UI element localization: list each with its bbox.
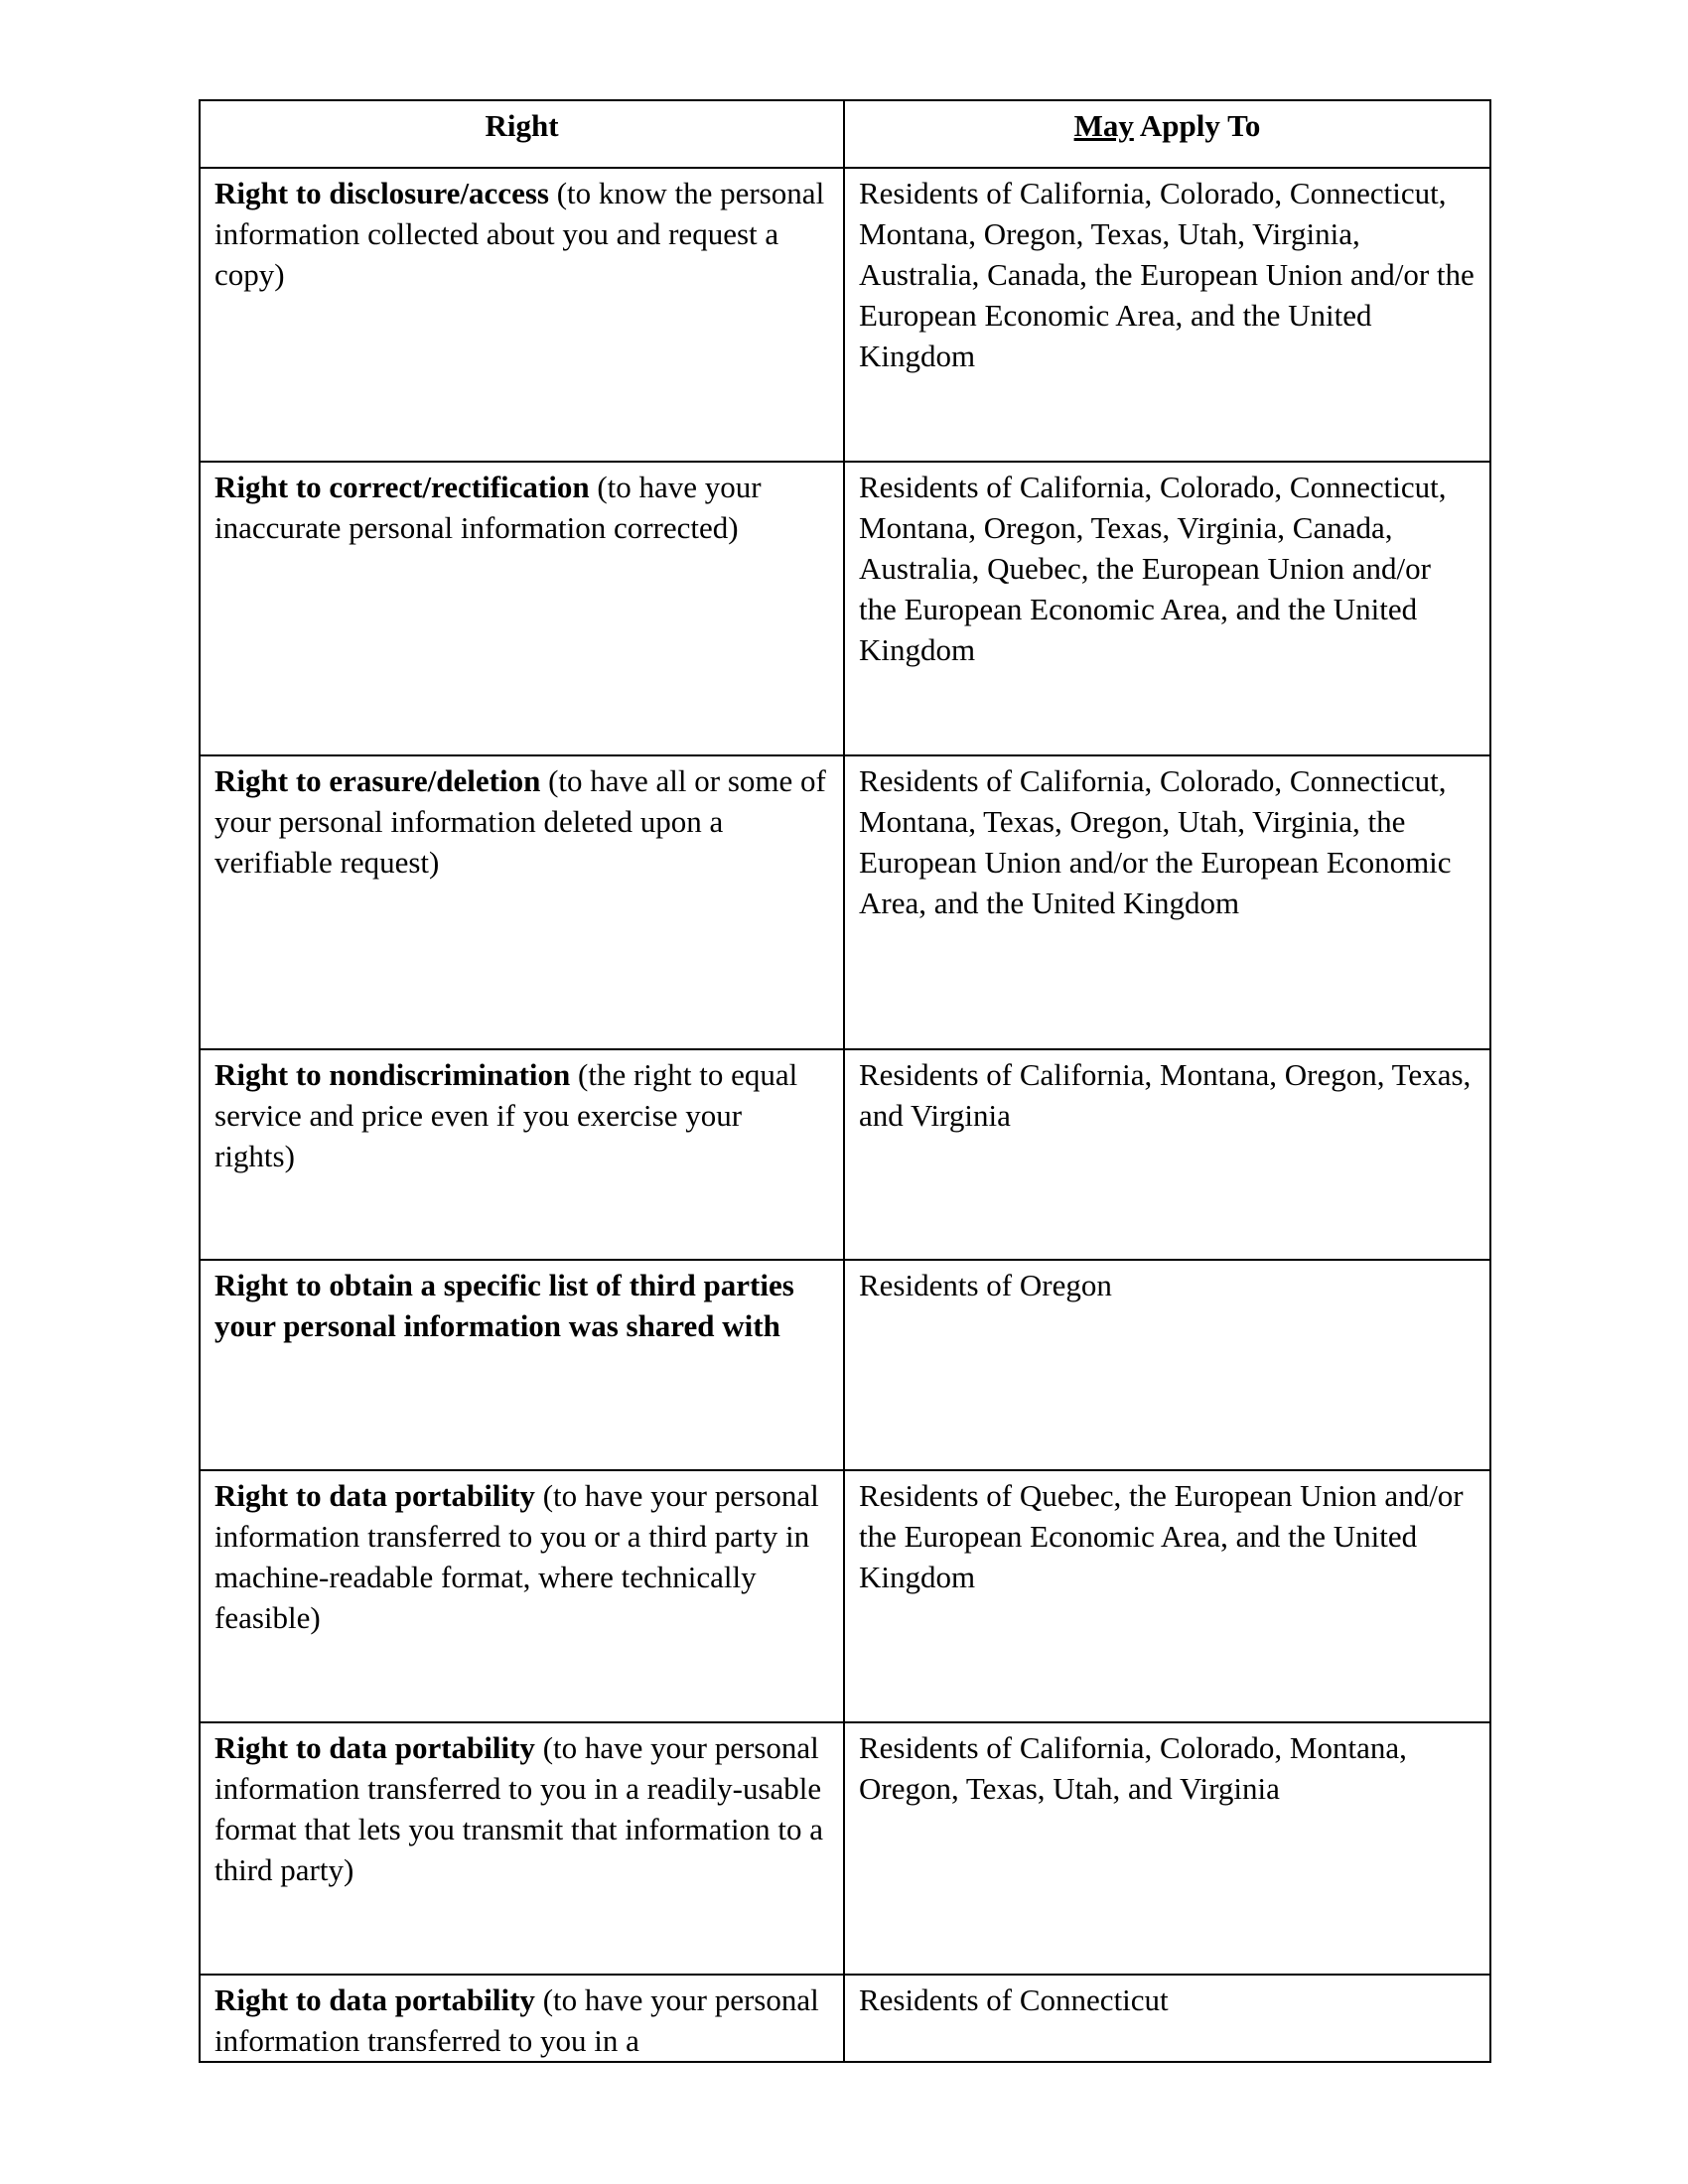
right-cell [200, 1260, 844, 1470]
table-row [200, 1975, 1490, 2062]
right-description: (to have your personal information transferred to you in a readily-usable format that lets you transmit that information to a third party) [214, 1730, 823, 1887]
right-description: (to have all or some of your personal information deleted upon a verifiable request) [214, 763, 826, 880]
applies-to-cell [844, 1049, 1490, 1260]
table-header [200, 100, 1490, 168]
table-row [200, 462, 1490, 755]
right-title: Right to data portability [214, 1478, 535, 1513]
applies-to-cell [844, 168, 1490, 462]
right-description: (the right to equal service and price even if you exercise your rights) [214, 1057, 798, 1173]
table-row [200, 168, 1490, 462]
applies-to-cell [844, 1260, 1490, 1470]
table-row [200, 1470, 1490, 1722]
applies-to-text: Residents of Connecticut [859, 1982, 1169, 2017]
applies-to-text: Residents of Quebec, the European Union and/or the European Economic Area, and the United Kingdom [859, 1478, 1464, 1594]
applies-to-text: Residents of California, Colorado, Connecticut, Montana, Oregon, Texas, Utah, Virginia, Australia, Canada, the European Union and/or the European Economic Area, and the United Kingdom [859, 176, 1475, 373]
header-may-underlined: May [1073, 108, 1134, 143]
right-description: (to have your personal information transferred to you or a third party in machine-readable format, where technically feasible) [214, 1478, 819, 1635]
right-description: (to have your inaccurate personal information corrected) [214, 470, 762, 545]
right-title: Right to obtain a specific list of third parties your personal information was shared with [214, 1268, 794, 1343]
right-description: (to have your personal information transferred to you in a [214, 1982, 819, 2058]
right-title: Right to correct/rectification [214, 470, 590, 504]
header-right [200, 100, 844, 168]
right-title: Right to disclosure/access [214, 176, 549, 210]
applies-to-text: Residents of California, Colorado, Montana, Oregon, Texas, Utah, and Virginia [859, 1730, 1407, 1806]
right-cell [200, 1049, 844, 1260]
table-row [200, 755, 1490, 1049]
applies-to-text: Residents of Oregon [859, 1268, 1112, 1302]
right-title: Right to erasure/deletion [214, 763, 541, 798]
header-applies-to [844, 100, 1490, 168]
right-cell [200, 1722, 844, 1975]
right-cell [200, 755, 844, 1049]
applies-to-text: Residents of California, Colorado, Connecticut, Montana, Texas, Oregon, Utah, Virginia, the European Union and/or the European Economic Area, and the United Kingdom [859, 763, 1452, 920]
applies-to-text: Residents of California, Colorado, Connecticut, Montana, Oregon, Texas, Virginia, Canada, Australia, Quebec, the European Union and/or the European Economic Area, and the United Kingdom [859, 470, 1447, 667]
right-cell [200, 1470, 844, 1722]
table-row [200, 1260, 1490, 1470]
header-row [200, 100, 1490, 168]
applies-to-text: Residents of California, Montana, Oregon, Texas, and Virginia [859, 1057, 1472, 1133]
right-cell [200, 1975, 844, 2062]
applies-to-cell [844, 462, 1490, 755]
right-cell [200, 462, 844, 755]
right-title: Right to data portability [214, 1730, 535, 1765]
right-title: Right to data portability [214, 1982, 535, 2017]
applies-to-cell [844, 1975, 1490, 2062]
rights-table [199, 99, 1491, 2063]
right-title: Right to nondiscrimination [214, 1057, 571, 1092]
table-row [200, 1049, 1490, 1260]
header-apply-to-label: Apply To [1133, 108, 1261, 143]
applies-to-cell [844, 1722, 1490, 1975]
applies-to-cell [844, 755, 1490, 1049]
header-right-label: Right [485, 108, 559, 143]
table-row [200, 1722, 1490, 1975]
table-body [200, 168, 1490, 2062]
applies-to-cell [844, 1470, 1490, 1722]
right-cell [200, 168, 844, 462]
right-description: (to know the personal information collected about you and request a copy) [214, 176, 825, 292]
